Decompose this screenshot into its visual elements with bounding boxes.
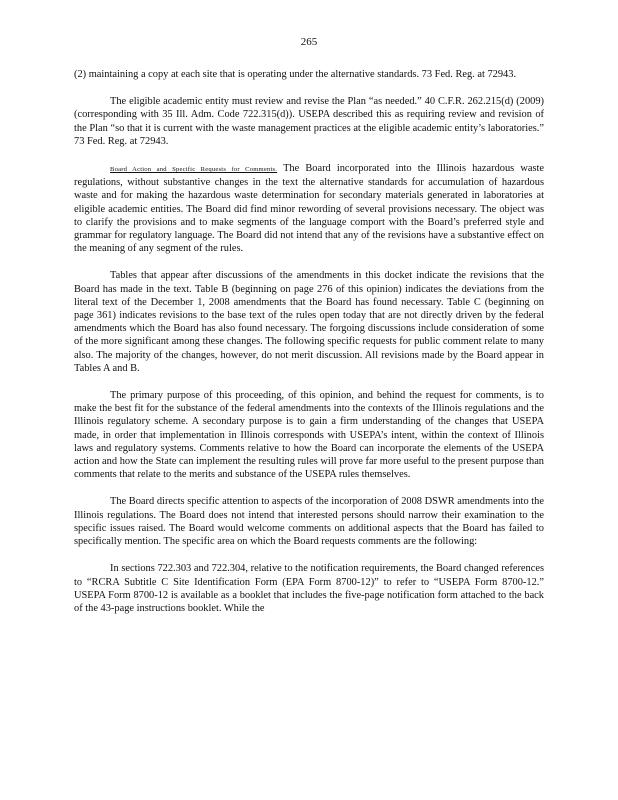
page-number: 265 [300,36,318,48]
paragraph-5: The primary purpose of this proceeding, of this opinion, and behind the request for comments, is to make the best fit for the substance of the federal amendments into the contexts of the Illinois regulations and the Illinois regulatory scheme. A secondary purpose is to gain a firm understanding of the changes that USEPA made, in order that implementation in Illinois corresponds with USEPA’s intent, within the context of Illinois laws and regulatory systems. Comments relative to how the Board can incorporate the elements of the USEPA action and how the State can implement the resulting rules will prove far more useful to the present purpose than comments that relate to the merits and substance of the USEPA rules themselves. [74,390,544,481]
paragraph-7: In sections 722.303 and 722.304, relative to the notification requirements, the Board changed references to “RCRA Subtitle C Site Identification Form (EPA Form 8700-12)” to refer to “USEPA Form 8700-12.” USEPA Form 8700-12 is available as a booklet that includes the five-page notification form attached to the back of the 43-page instructions booklet. While the [74,563,544,614]
paragraph-3 [74,162,544,255]
paragraph-3-text: The Board incorporated into the Illinois hazardous waste regulations, without substantive changes in the text the alternative standards for accumulation of hazardous waste and for making the hazardous waste determination for secondary materials generated in laboratories at eligible academic entities. The Board did find minor rewording of several provisions necessary. The object was to clarify the provisions and to make segments of the language comport with the Board’s preferred style and grammar for regulatory language. The Board did not intend that any of the revisions have a substantive effect on the meaning of any segment of the rules. [74,163,545,255]
section-heading: Board Action and Specific Requests for Comments. [110,166,278,174]
paragraph-6: The Board directs specific attention to aspects of the incorporation of 2008 DSWR amendments into the Illinois regulations. The Board does not intend that interested persons should narrow their examination to the specific issues raised. The Board would welcome comments on additional aspects that the Board has failed to specifically mention. The specific area on which the Board requests comments are the following: [74,496,544,548]
paragraph-1: (2) maintaining a copy at each site that is operating under the alternative standards. 73 Fed. Reg. at 72943. [74,69,517,80]
body-text [74,68,544,629]
paragraph-2: The eligible academic entity must review and revise the Plan “as needed.” 40 C.F.R. 262.215(d) (2009) (corresponding with 35 Ill. Adm. Code 722.315(d)). USEPA described this as requiring review and revision of the Plan “so that it is current with the waste management practices at the eligible academic entity’s laboratories.” 73 Fed. Reg. at 72943. [74,96,544,147]
paragraph-4: Tables that appear after discussions of the amendments in this docket indicate the revisions that the Board has made in the text. Table B (beginning on page 276 of this opinion) indicates the deviations from the literal text of the December 1, 2008 amendments that the Board has found necessary. Table C (beginning on page 361) indicates revisions to the base text of the rules open today that are not directly driven by the federal amendments which the Board has also found necessary. The forgoing discussions include consideration of some of the more significant among these changes. The following specific requests for public comment relate to many also. The majority of the changes, however, do not merit discussion. All revisions made by the Board appear in Tables A and B. [74,270,544,374]
